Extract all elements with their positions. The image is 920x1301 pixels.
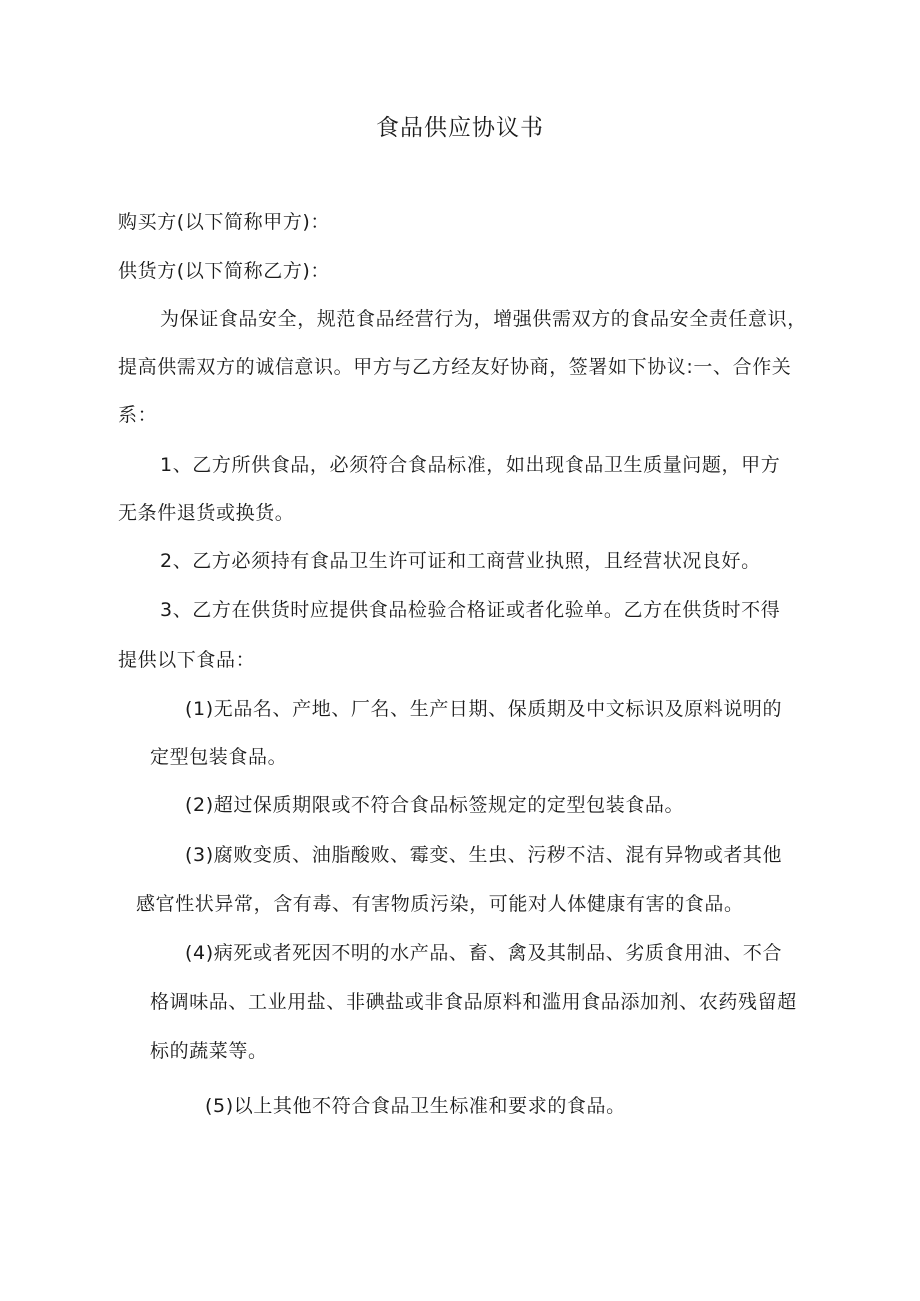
sub-item-2-line-1: (2)超过保质期限或不符合食品标签规定的定型包装食品。 [185,794,685,816]
intro-line-1: 为保证食品安全，规范食品经营行为，增强供需双方的食品安全责任意识， [160,308,807,330]
clause-2-line-1: 2、乙方必须持有食品卫生许可证和工商营业执照，且经营状况良好。 [160,550,761,572]
sub-item-4-line-3: 标的蔬菜等。 [150,1040,268,1062]
sub-item-5-line-1: (5)以上其他不符合食品卫生标准和要求的食品。 [205,1095,626,1117]
sub-item-1-line-1: (1)无品名、产地、厂名、生产日期、保质期及中文标识及原料说明的 [185,698,783,720]
sub-item-4-line-2: 格调味品、工业用盐、非碘盐或非食品原料和滥用食品添加剂、农药残留超 [150,991,797,1013]
buyer-label: 购买方(以下简称甲方)： [118,211,331,233]
intro-line-3: 系： [118,404,158,426]
intro-line-2: 提高供需双方的诚信意识。甲方与乙方经友好协商，签署如下协议:一、合作关 [118,356,792,378]
supplier-label: 供货方(以下简称乙方)： [118,260,331,282]
clause-1-line-2: 无条件退货或换货。 [118,502,295,524]
document-title: 食品供应协议书 [376,115,544,141]
sub-item-4-line-1: (4)病死或者死因不明的水产品、畜、禽及其制品、劣质食用油、不合 [185,942,783,964]
clause-1-line-1: 1、乙方所供食品，必须符合食品标准，如出现食品卫生质量问题，甲方 [160,454,781,476]
clause-3-line-1: 3、乙方在供货时应提供食品检验合格证或者化验单。乙方在供货时不得 [160,599,781,621]
clause-3-line-2: 提供以下食品： [118,649,256,671]
sub-item-3-line-2: 感官性状异常，含有毒、有害物质污染，可能对人体健康有害的食品。 [136,893,744,915]
sub-item-3-line-1: (3)腐败变质、油脂酸败、霉变、生虫、污秽不洁、混有异物或者其他 [185,844,783,866]
sub-item-1-line-2: 定型包装食品。 [150,746,288,768]
